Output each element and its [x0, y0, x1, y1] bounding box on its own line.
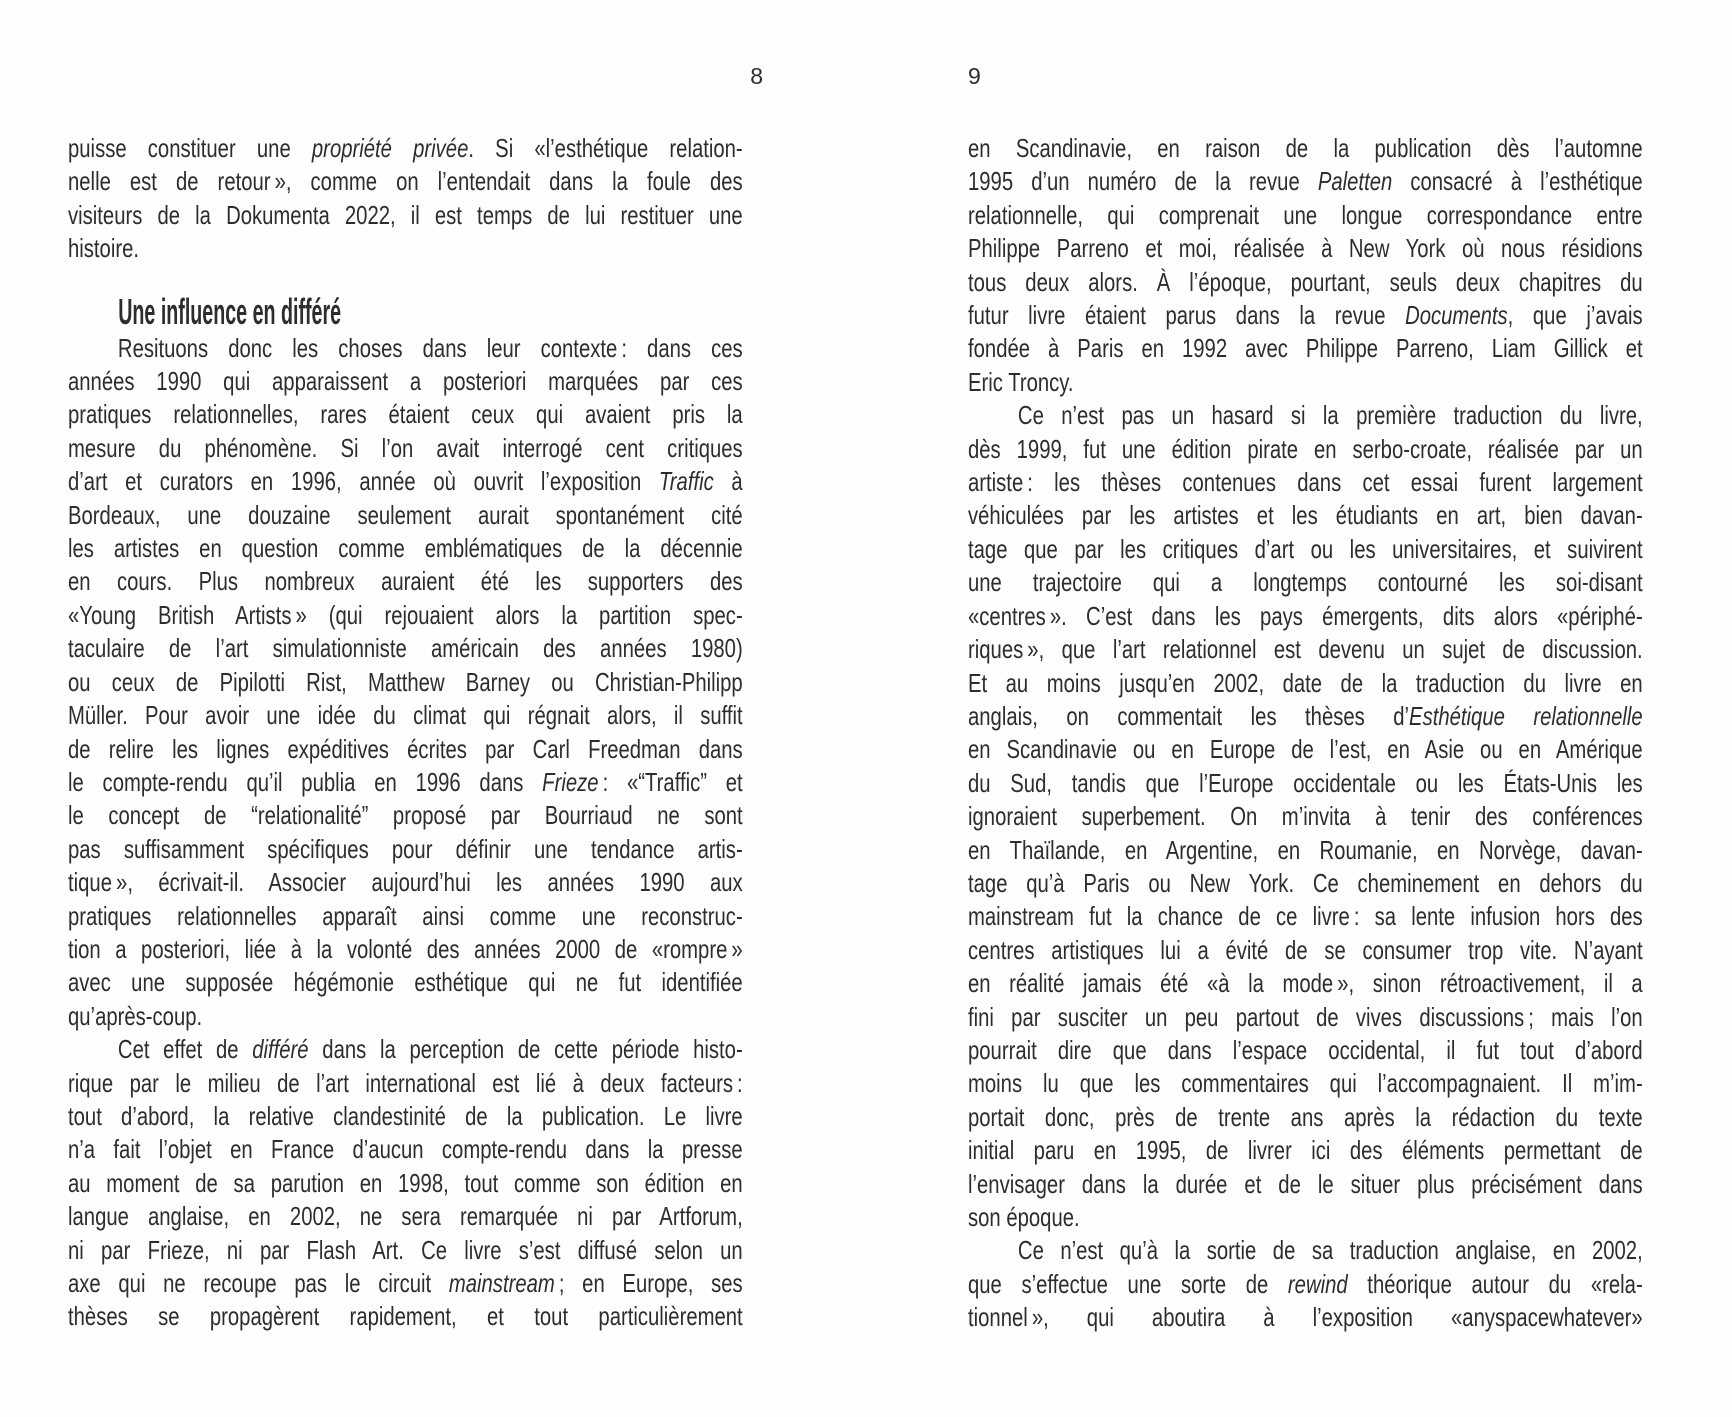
text-line: tous deux alors. À l’époque, pourtant, seuls deux chapitres du	[968, 266, 1643, 297]
text-line: du Sud, tandis que l’Europe occidentale ou les États-Unis les	[968, 767, 1643, 798]
page-number-right: 9	[968, 63, 981, 89]
text-line: anglais, on commentait les thèses d’Esthétique relationnelle	[968, 700, 1643, 731]
text-line: histoire.	[68, 233, 140, 264]
text-line: Ce n’est pas un hasard si la première traduction du livre,	[1017, 400, 1643, 431]
text-line: avec une supposée hégémonie esthétique qui ne fut identifiée	[68, 967, 743, 998]
text-line: Et au moins jusqu’en 2002, date de la traduction du livre en	[968, 667, 1643, 698]
text-line: Philippe Parreno et moi, réalisée à New York où nous résidions	[968, 233, 1643, 264]
text-line: puisse constituer une propriété privée. Si «l’esthétique relation-	[68, 133, 743, 163]
text-line: thèses se propagèrent rapidement, et tout particulièrement	[68, 1301, 743, 1332]
text-line: d’art et curators en 1996, année où ouvrit l’exposition Traffic à	[68, 466, 743, 497]
text-line: en Scandinavie, en raison de la publication dès l’automne	[968, 133, 1643, 163]
text-line: n’a fait l’objet en France d’aucun compte-rendu dans la presse	[68, 1134, 743, 1165]
text-line: langue anglaise, en 2002, ne sera remarquée ni par Artforum,	[68, 1201, 743, 1232]
text-line: ou ceux de Pipilotti Rist, Matthew Barney ou Christian-Philipp	[68, 666, 743, 697]
text-line: les artistes en question comme emblématiques de la décennie	[68, 533, 743, 564]
text-line: fini par susciter un peu partout de vives discussions ; mais l’on	[968, 1001, 1643, 1032]
text-line: futur livre étaient parus dans la revue Documents, que j’avais	[968, 300, 1643, 331]
text-line: de relire les lignes expéditives écrites par Carl Freedman dans	[68, 733, 743, 764]
text-line: Ce n’est qu’à la sortie de sa traduction anglaise, en 2002,	[1017, 1235, 1643, 1266]
text-line: pas suffisamment spécifiques pour définir une tendance artis-	[68, 833, 743, 864]
text-line: au moment de sa parution en 1998, tout comme son édition en	[68, 1167, 743, 1198]
text-line: fondée à Paris en 1992 avec Philippe Parreno, Liam Gillick et	[968, 333, 1643, 364]
text-line: ni par Frieze, ni par Flash Art. Ce livre s’est diffusé selon un	[68, 1234, 743, 1265]
text-line: axe qui ne recoupe pas le circuit mainstream ; en Europe, ses	[68, 1268, 743, 1298]
text-line: tique », écrivait-il. Associer aujourd’hui les années 1990 aux	[68, 867, 743, 898]
text-line: ignoraient superbement. On m’invita à tenir des conférences	[968, 801, 1643, 832]
text-line: mainstream fut la chance de ce livre : sa lente infusion hors des	[968, 901, 1643, 932]
text-line: Resituons donc les choses dans leur contexte : dans ces	[117, 332, 743, 363]
text-line: pratiques relationnelles apparaît ainsi comme une reconstruc-	[68, 900, 743, 931]
text-line: en réalité jamais été «à la mode », sinon rétroactivement, il a	[968, 968, 1643, 999]
text-column-right	[968, 132, 1643, 1335]
text-line: qu’après-coup.	[68, 1000, 203, 1031]
page-number-left: 8	[750, 63, 763, 89]
text-line: centres artistiques lui a évité de se consumer trop vite. N’ayant	[968, 934, 1643, 965]
text-line: pourrait dire que dans l’espace occidental, il fut tout d’abord	[968, 1034, 1643, 1065]
text-line: visiteurs de la Dokumenta 2022, il est temps de lui restituer une	[68, 199, 743, 230]
text-line: que s’effectue une sorte de rewind théorique autour du «rela-	[968, 1268, 1643, 1299]
text-line: pratiques relationnelles, rares étaient ceux qui avaient pris la	[68, 399, 743, 430]
text-line: Bordeaux, une douzaine seulement aurait spontanément cité	[68, 499, 743, 530]
text-line: tage qu’à Paris ou New York. Ce cheminement en dehors du	[968, 867, 1643, 898]
text-line: mesure du phénomène. Si l’on avait interrogé cent critiques	[68, 432, 743, 463]
text-line: le concept de “relationalité” proposé par Bourriaud ne sont	[68, 800, 743, 831]
text-line: en Thaïlande, en Argentine, en Roumanie, en Norvège, davan-	[968, 834, 1643, 865]
text-line: véhiculées par les artistes et les étudiants en art, bien davan-	[968, 500, 1643, 531]
text-line: initial paru en 1995, de livrer ici des éléments permettant de	[968, 1135, 1643, 1166]
text-line: artiste : les thèses contenues dans cet essai furent largement	[968, 467, 1643, 498]
text-line: taculaire de l’art simulationniste américain des années 1980)	[68, 633, 743, 664]
text-line: une trajectoire qui a longtemps contourné les soi-disant	[968, 567, 1643, 598]
text-line: tage que par les critiques d’art ou les universitaires, et suivirent	[968, 533, 1643, 564]
text-line: Eric Troncy.	[968, 366, 1074, 397]
text-line: relationnelle, qui comprenait une longue correspondance entre	[968, 199, 1643, 230]
text-line: l’envisager dans la durée et de le situer plus précisément dans	[968, 1168, 1643, 1199]
text-line: portait donc, près de trente ans après la rédaction du texte	[968, 1101, 1643, 1132]
text-line: dès 1999, fut une édition pirate en serbo-croate, réalisée par un	[968, 433, 1643, 464]
text-line: le compte-rendu qu’il publia en 1996 dans Frieze : «“Traffic” et	[68, 766, 743, 797]
text-line: moins lu que les commentaires qui l’accompagnaient. Il m’im-	[968, 1068, 1643, 1099]
text-line: tout d’abord, la relative clandestinité de la publication. Le livre	[68, 1100, 743, 1131]
section-heading: Une influence en différé	[118, 290, 342, 332]
text-line: «centres ». C’est dans les pays émergents, dits alors «périphé-	[968, 600, 1643, 631]
text-line: 1995 d’un numéro de la revue Paletten consacré à l’esthétique	[968, 166, 1643, 197]
text-line: Cet effet de différé dans la perception de cette période histo-	[117, 1034, 743, 1065]
text-line: en Scandinavie ou en Europe de l’est, en Asie ou en Amérique	[968, 734, 1643, 765]
text-line: riques », que l’art relationnel est devenu un sujet de discussion.	[968, 634, 1643, 665]
text-line: tion a posteriori, liée à la volonté des années 2000 de «rompre »	[68, 933, 743, 964]
text-line: rique par le milieu de l’art international est lié à deux facteurs :	[68, 1067, 743, 1098]
text-line: tionnel », qui aboutira à l’exposition «anyspacewhatever»	[968, 1302, 1643, 1333]
text-line: Müller. Pour avoir une idée du climat qui régnait alors, il suffit	[68, 700, 743, 731]
text-line: «Young British Artists » (qui rejouaient alors la partition spec-	[68, 599, 743, 630]
text-line: années 1990 qui apparaissent a posteriori marquées par ces	[68, 366, 743, 397]
text-column-left	[68, 132, 743, 1334]
text-line: en cours. Plus nombreux auraient été les supporters des	[68, 566, 743, 597]
text-line: nelle est de retour », comme on l’entendait dans la foule des	[68, 166, 743, 197]
text-line: son époque.	[968, 1202, 1080, 1232]
